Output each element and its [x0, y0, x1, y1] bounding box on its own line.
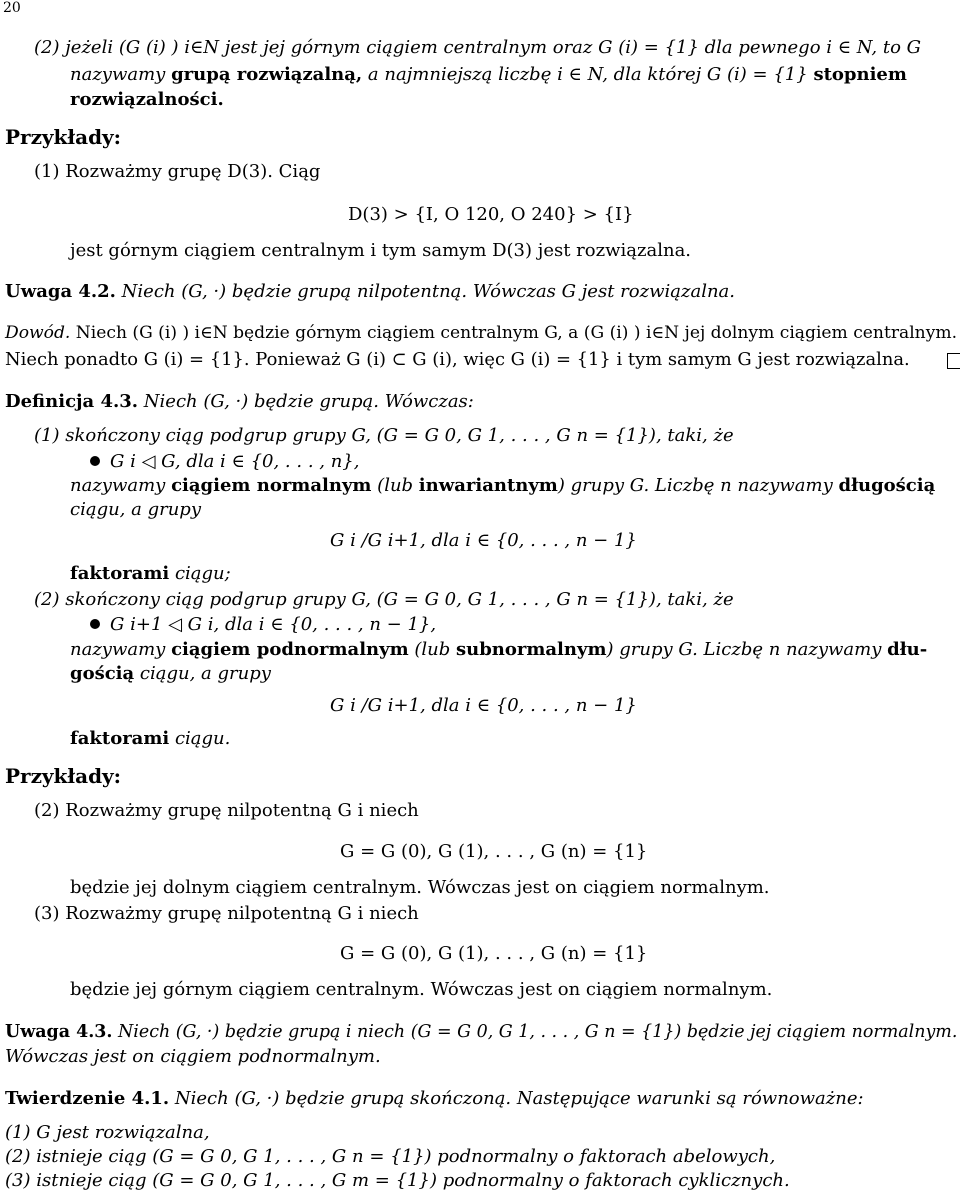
def-4-3-item-2: (2) skończony ciąg podgrup grupy G, (G = G 0, G 1, . . . , G n = {1}), taki, że	[34, 589, 734, 610]
def-item-2-line-2	[70, 63, 907, 87]
proof-label: Dowód.	[5, 323, 71, 343]
def-4-3-item-2-line-4	[70, 662, 271, 686]
term-length-part2: gością	[70, 663, 135, 684]
def-4-3-item-2-formula: G i /G i+1, dla i ∈ {0, . . . , n − 1}	[330, 695, 637, 716]
text-run: ciągu, a grupy	[134, 663, 271, 684]
term-normal-series: ciągiem normalnym	[171, 475, 372, 496]
bullet-text: G i+1 ◁ G i, dla i ∈ {0, . . . , n − 1},	[110, 614, 437, 635]
term-subnormal-series: ciągiem podnormalnym	[171, 639, 409, 660]
term-degree: stopniem	[813, 64, 907, 85]
definition-label: Definicja 4.3.	[5, 391, 139, 412]
proof-text: Niech (G (i) ) i∈N będzie górnym ciągiem centralnym G, a (G (i) ) i∈N jej dolnym ciągiem centralnym.	[70, 323, 958, 343]
text-run: (lub	[371, 475, 419, 496]
remark-4-3-line-2: Wówczas jest on ciągiem podnormalnym.	[5, 1046, 381, 1067]
proof-line-1	[5, 321, 957, 345]
example-1-conclusion: jest górnym ciągiem centralnym i tym samym D(3) jest rozwiązalna.	[70, 240, 692, 261]
bullet-icon	[90, 619, 100, 629]
theorem-item-1: (1) G jest rozwiązalna,	[5, 1122, 210, 1143]
theorem-text: Niech (G, ·) będzie grupą skończoną. Następujące warunki są równoważne:	[169, 1088, 864, 1109]
example-2-intro: (2) Rozważmy grupę nilpotentną G i niech	[34, 800, 419, 821]
example-2-formula: G = G (0), G (1), . . . , G (n) = {1}	[340, 841, 648, 862]
text-run: nazywamy	[70, 64, 172, 85]
proof-text: Niech ponadto G (i) = {1}. Ponieważ G (i) ⊂ G (i), więc G (i) = {1} i tym samym G jest rozwiązalna.	[5, 349, 910, 370]
examples-heading-1: Przykłady:	[5, 125, 122, 149]
example-3-intro: (3) Rozważmy grupę nilpotentną G i niech	[34, 903, 419, 924]
def-item-2-line-3: rozwiązalności.	[70, 89, 224, 110]
example-2-conclusion: będzie jej dolnym ciągiem centralnym. Wówczas jest on ciągiem normalnym.	[70, 877, 770, 898]
example-3-conclusion: będzie jej górnym ciągiem centralnym. Wówczas jest on ciągiem normalnym.	[70, 979, 773, 1000]
term-factors: faktorami	[70, 563, 170, 584]
definition-4-3	[5, 390, 474, 414]
page-number: 20	[3, 0, 21, 16]
example-3-formula: G = G (0), G (1), . . . , G (n) = {1}	[340, 943, 648, 964]
term-solvable-group: grupą rozwiązalną,	[171, 64, 363, 85]
remark-text: Niech (G, ·) będzie grupą nilpotentną. Wówczas G jest rozwiązalna.	[115, 281, 735, 302]
text-run: ciągu;	[169, 563, 231, 584]
text-run: nazywamy	[70, 639, 172, 660]
text-run: ciągu.	[169, 728, 231, 749]
text-run: ) grupy G. Liczbę n nazywamy	[557, 475, 839, 496]
theorem-4-1	[5, 1087, 864, 1111]
text-run: ) grupy G. Liczbę n nazywamy	[606, 639, 888, 660]
term-length: długością	[838, 475, 936, 496]
proof-line-2	[5, 348, 910, 372]
def-4-3-item-2-factors	[70, 727, 230, 751]
def-4-3-item-1-line-3	[70, 474, 935, 498]
theorem-item-2: (2) istnieje ciąg (G = G 0, G 1, . . . , G n = {1}) podnormalny o faktorach abelowych,	[5, 1146, 776, 1167]
def-4-3-item-2-bullet	[90, 613, 436, 637]
theorem-item-3: (3) istnieje ciąg (G = G 0, G 1, . . . , G m = {1}) podnormalny o faktorach cyklicznych.	[5, 1170, 790, 1191]
def-item-2-line-1: (2) jeżeli (G (i) ) i∈N jest jej górnym ciągiem centralnym oraz G (i) = {1} dla pewnego i ∈ N, to G	[34, 37, 922, 58]
remark-label: Uwaga 4.2.	[5, 281, 116, 302]
remark-label: Uwaga 4.3.	[5, 1022, 113, 1042]
def-4-3-item-2-line-3	[70, 638, 927, 662]
def-4-3-item-1-factors	[70, 562, 231, 586]
remark-text: Niech (G, ·) będzie grupą i niech (G = G 0, G 1, . . . , G n = {1}) będzie jej ciągiem normalnym.	[112, 1022, 958, 1042]
def-4-3-item-1-line-4: ciągu, a grupy	[70, 499, 201, 520]
text-run: (lub	[408, 639, 456, 660]
bullet-text: G i ◁ G, dla i ∈ {0, . . . , n},	[110, 451, 360, 472]
theorem-label: Twierdzenie 4.1.	[5, 1088, 170, 1109]
example-1-formula: D(3) > {I, O 120, O 240} > {I}	[348, 204, 634, 225]
remark-4-3	[5, 1020, 957, 1044]
def-4-3-item-1-bullet	[90, 450, 359, 474]
term-length-part1: dłu-	[887, 639, 928, 660]
examples-heading-2: Przykłady:	[5, 764, 122, 788]
term-invariant: inwariantnym	[418, 475, 558, 496]
term-factors: faktorami	[70, 728, 170, 749]
bullet-icon	[90, 456, 100, 466]
text-run: a najmniejszą liczbę i ∈ N, dla której G (i) = {1}	[362, 64, 814, 85]
text-run: nazywamy	[70, 475, 172, 496]
def-4-3-item-1-formula: G i /G i+1, dla i ∈ {0, . . . , n − 1}	[330, 530, 637, 551]
remark-4-2	[5, 280, 735, 304]
definition-text: Niech (G, ·) będzie grupą. Wówczas:	[138, 391, 474, 412]
def-4-3-item-1: (1) skończony ciąg podgrup grupy G, (G = G 0, G 1, . . . , G n = {1}), taki, że	[34, 425, 734, 446]
qed-square-icon	[947, 353, 960, 369]
example-1-intro: (1) Rozważmy grupę D(3). Ciąg	[34, 161, 321, 182]
term-subnormal: subnormalnym	[455, 639, 607, 660]
